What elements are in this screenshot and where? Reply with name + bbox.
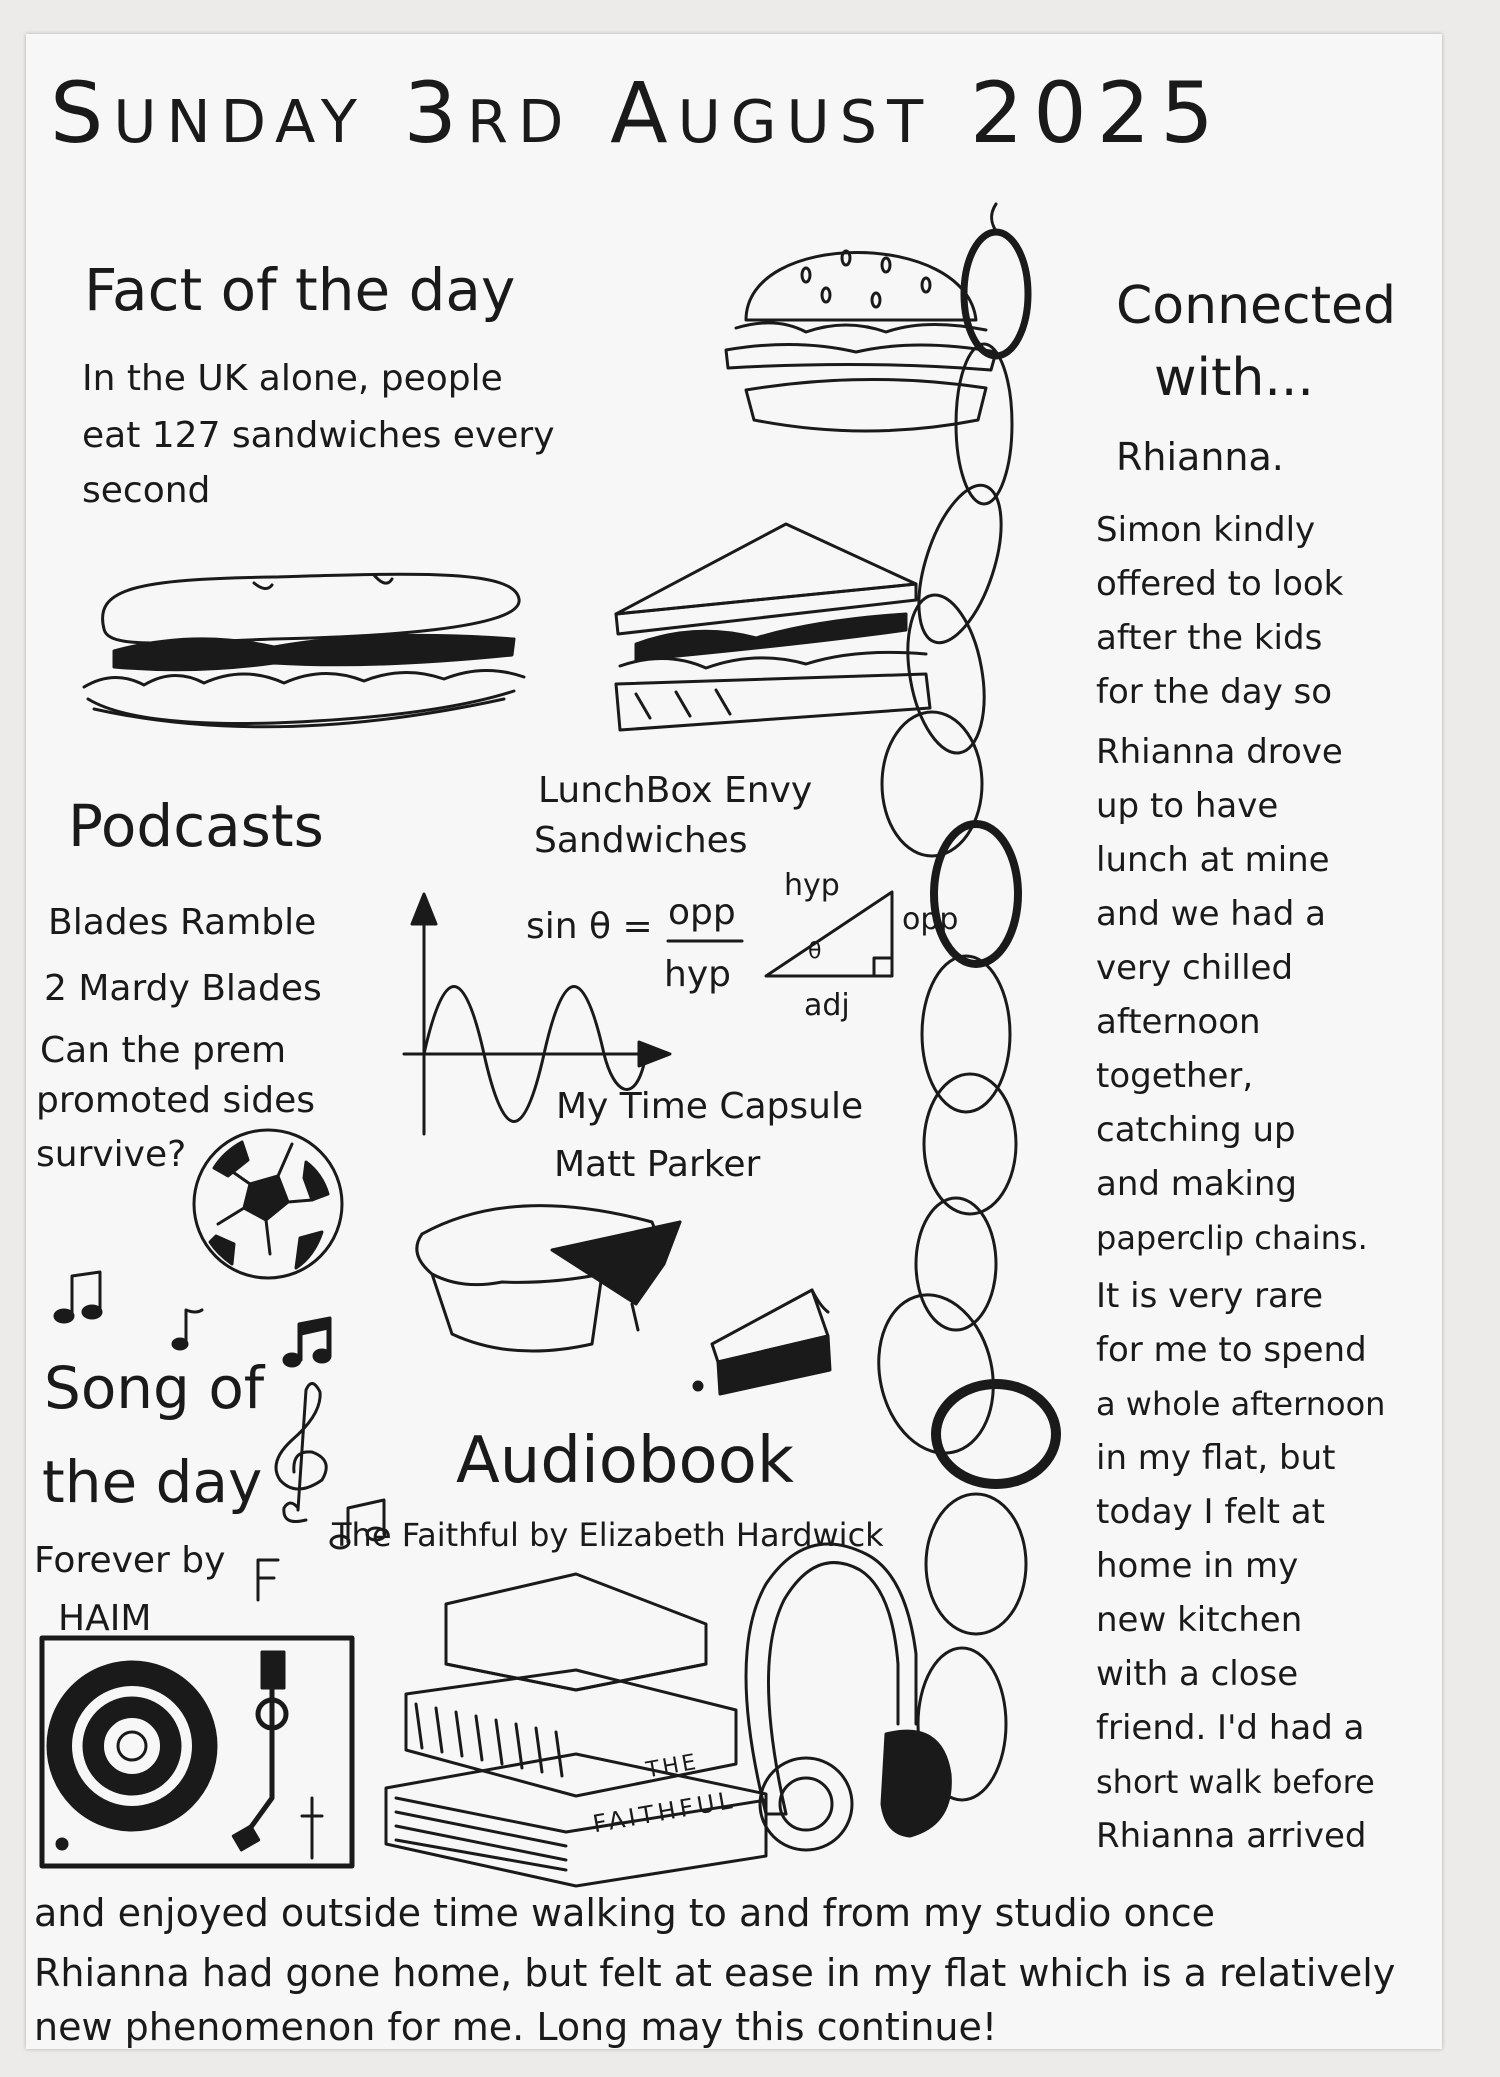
connected-line: together, <box>1096 1056 1254 1096</box>
baguette-sandwich-icon <box>74 559 544 739</box>
song-heading-1: Song of <box>44 1354 265 1422</box>
treble-clef-icon <box>262 1380 342 1530</box>
podcast-center-item: LunchBox Envy <box>538 770 813 811</box>
music-note-icon <box>50 1268 110 1328</box>
connected-line: home in my <box>1096 1546 1299 1586</box>
connected-line: in my flat, but <box>1096 1438 1336 1478</box>
music-note-icon <box>170 1304 210 1354</box>
record-player-icon <box>36 1634 366 1874</box>
fraction-bar <box>666 938 746 944</box>
music-note-icon <box>248 1554 288 1604</box>
fact-line-3: second <box>82 470 211 511</box>
football-icon <box>188 1124 348 1284</box>
connected-line: today I felt at <box>1096 1492 1325 1532</box>
bottom-line-3: new phenomenon for me. Long may this continue! <box>34 2005 998 2049</box>
connected-line: friend. I'd had a <box>1096 1708 1365 1748</box>
connected-line: new kitchen <box>1096 1600 1303 1640</box>
connected-heading-1: Connected <box>1116 276 1397 336</box>
connected-line: Simon kindly <box>1096 510 1316 550</box>
book-spine-line-2: FAITHFUL <box>590 1785 738 1839</box>
connected-heading-2: with... <box>1154 348 1314 408</box>
sin-numerator: opp <box>668 892 736 933</box>
connected-line: after the kids <box>1096 618 1323 658</box>
song-title: Forever by <box>34 1540 226 1581</box>
connected-line: offered to look <box>1096 564 1344 604</box>
triangle-hyp-label: hyp <box>784 868 840 903</box>
sin-theta: sin θ = <box>526 906 653 947</box>
connected-line: lunch at mine <box>1096 840 1330 880</box>
pie-icon <box>402 1194 862 1404</box>
connected-line: and we had a <box>1096 894 1326 934</box>
triangle-adj-label: adj <box>804 988 850 1023</box>
connected-line: for the day so <box>1096 672 1333 712</box>
podcast-item: Can the prem <box>40 1030 287 1071</box>
triangle-opp-label: opp <box>902 902 959 937</box>
journal-page <box>26 34 1442 2049</box>
song-heading-2: the day <box>42 1448 263 1516</box>
connected-line: Rhianna drove <box>1096 732 1343 772</box>
music-note-icon <box>280 1314 340 1374</box>
connected-line: up to have <box>1096 786 1279 826</box>
bottom-line-2: Rhianna had gone home, but felt at ease in my flat which is a relatively <box>34 1951 1396 1995</box>
audiobook-title: The Faithful by Elizabeth Hardwick <box>332 1516 884 1554</box>
connected-line: a whole afternoon <box>1096 1385 1386 1423</box>
headphones-icon <box>706 1534 956 1854</box>
date-heading: Sunday 3rd August 2025 <box>50 64 1224 162</box>
podcast-item: survive? <box>36 1134 187 1175</box>
connected-line: for me to spend <box>1096 1330 1367 1370</box>
podcast-center-item: Sandwiches <box>534 820 748 861</box>
connected-line: catching up <box>1096 1110 1296 1150</box>
book-spine-line-1: THE <box>644 1749 701 1784</box>
connected-line: afternoon <box>1096 1002 1261 1042</box>
podcast-item: promoted sides <box>36 1080 316 1121</box>
song-artist: HAIM <box>58 1598 152 1639</box>
podcast-item: 2 Mardy Blades <box>44 968 322 1009</box>
bottom-line-1: and enjoyed outside time walking to and from my studio once <box>34 1891 1216 1935</box>
connected-line: very chilled <box>1096 948 1294 988</box>
triangle-theta-label: θ <box>808 939 822 964</box>
right-triangle-icon <box>762 884 902 984</box>
fact-line-1: In the UK alone, people <box>82 358 503 399</box>
fact-heading: Fact of the day <box>84 256 516 324</box>
fact-line-2: eat 127 sandwiches every <box>82 415 555 456</box>
connected-name: Rhianna. <box>1116 435 1284 479</box>
connected-line: paperclip chains. <box>1096 1219 1368 1257</box>
connected-line: short walk before <box>1096 1763 1375 1801</box>
audiobook-heading: Audiobook <box>456 1424 794 1498</box>
podcast-item: Blades Ramble <box>48 902 317 943</box>
connected-line: with a close <box>1096 1654 1299 1694</box>
podcast-center-item: Matt Parker <box>554 1144 761 1185</box>
podcasts-heading: Podcasts <box>68 792 324 860</box>
connected-line: and making <box>1096 1164 1297 1204</box>
podcast-center-item: My Time Capsule <box>556 1086 864 1127</box>
connected-line: It is very rare <box>1096 1276 1324 1316</box>
sin-denominator: hyp <box>664 954 731 995</box>
connected-line: Rhianna arrived <box>1096 1816 1367 1856</box>
